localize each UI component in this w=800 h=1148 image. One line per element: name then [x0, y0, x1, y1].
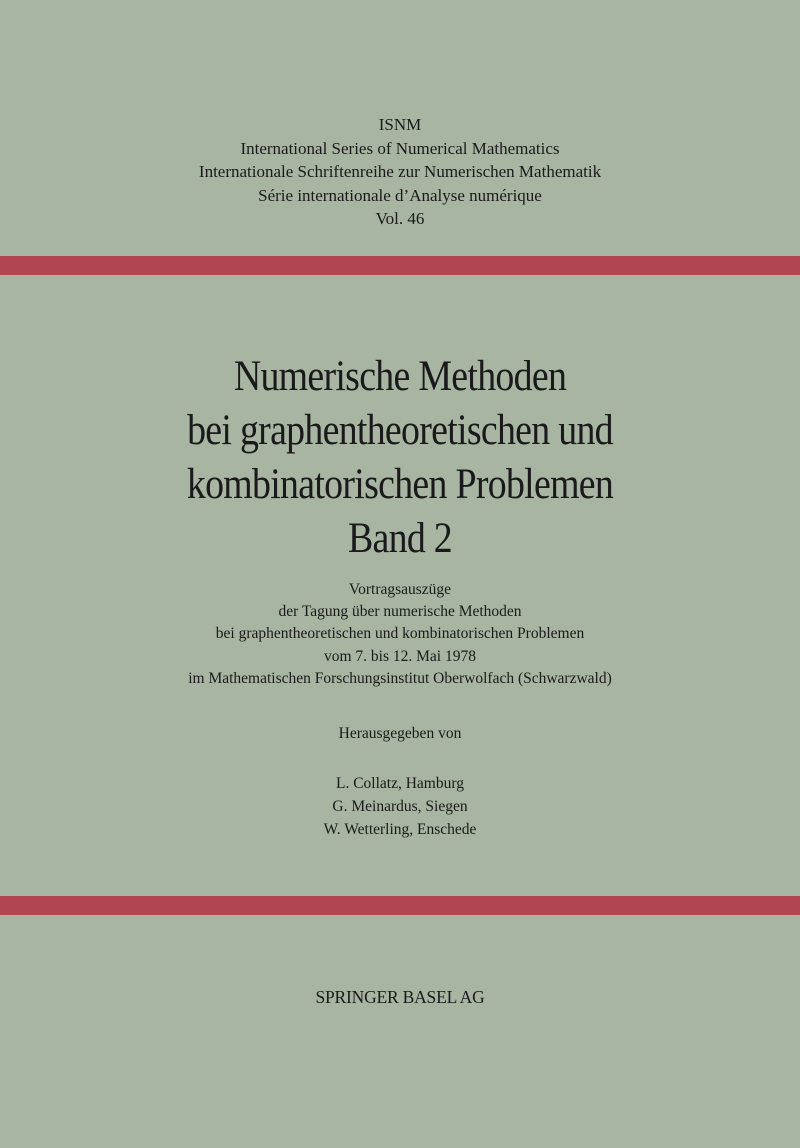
editors-list: [0, 772, 800, 841]
book-title: [48, 350, 752, 566]
title-line-3: kombinatorischen Problemen: [186, 461, 614, 508]
editor-name: L. Collatz, Hamburg: [336, 775, 464, 792]
title-line-1: Numerische Methoden: [233, 353, 567, 400]
subtitle-line-5: im Mathematischen Forschungsinstitut Oberwolfach (Schwarzwald): [188, 669, 612, 687]
editor-name: W. Wetterling, Enschede: [323, 821, 477, 838]
top-color-band: [0, 256, 800, 275]
subtitle-line-3: bei graphentheoretischen und kombinatorischen Problemen: [215, 625, 585, 643]
subtitle-line-1: Vortragsauszüge: [348, 581, 452, 598]
bottom-color-band: [0, 896, 800, 915]
subtitle-line-4: vom 7. bis 12. Mai 1978: [324, 647, 476, 665]
editor-name: G. Meinardus, Siegen: [332, 798, 468, 815]
book-subtitle: [0, 579, 800, 690]
series-name-english: International Series of Numerical Mathematics: [240, 138, 560, 158]
editors-label: Herausgegeben von: [338, 725, 462, 742]
series-abbreviation: ISNM: [378, 115, 422, 134]
series-volume: Vol. 46: [375, 209, 425, 228]
title-line-2: bei graphentheoretischen und: [187, 407, 613, 454]
series-info: [0, 113, 800, 231]
subtitle-line-2: der Tagung über numerische Methoden: [278, 603, 522, 621]
series-name-french: Série internationale d’Analyse numérique: [258, 185, 542, 205]
series-name-german: Internationale Schriftenreihe zur Numerischen Mathematik: [198, 162, 602, 181]
title-line-4: Band 2: [347, 515, 453, 562]
publisher-name: SPRINGER BASEL AG: [315, 987, 485, 1007]
